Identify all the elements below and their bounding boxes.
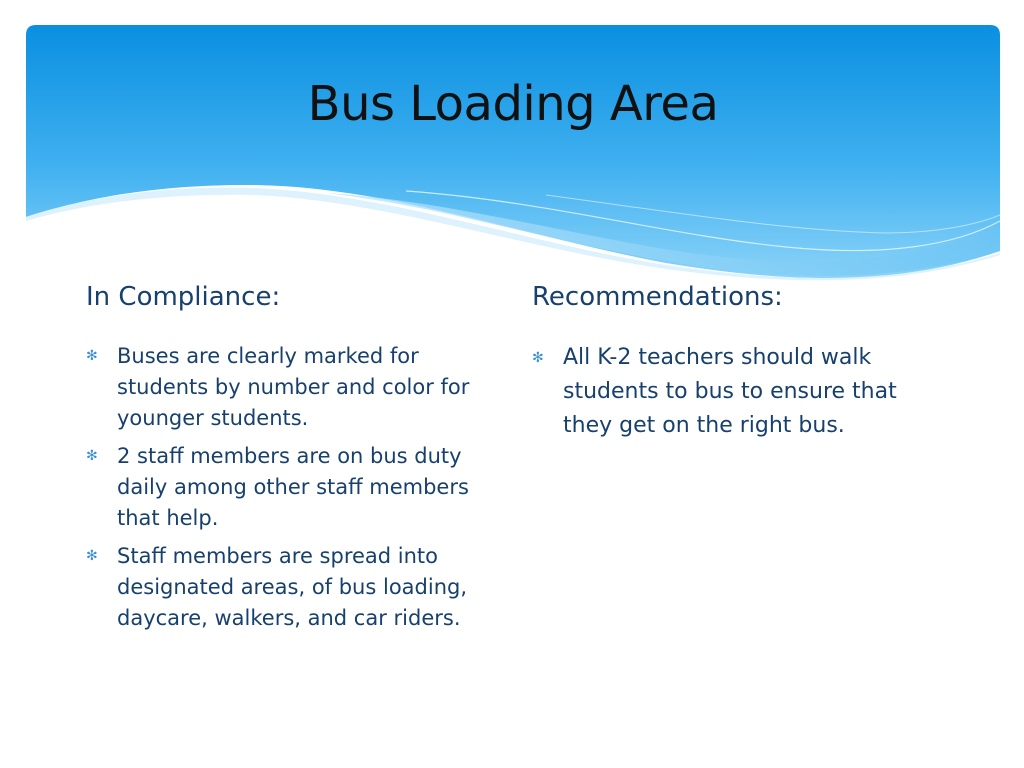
asterisk-icon: ✻ xyxy=(86,448,98,465)
wave-banner-graphic xyxy=(26,25,1000,287)
list-item xyxy=(86,441,496,534)
asterisk-icon: ✻ xyxy=(86,548,98,565)
header-banner xyxy=(26,25,1000,287)
asterisk-icon: ✻ xyxy=(86,348,98,365)
asterisk-icon: ✻ xyxy=(532,350,544,367)
slide-title: Bus Loading Area xyxy=(307,76,719,132)
compliance-heading: In Compliance: xyxy=(86,282,281,312)
recommendations-column xyxy=(532,282,952,450)
list-item xyxy=(532,341,952,443)
list-item xyxy=(86,541,496,634)
list-item-text: Staff members are spread into designated areas, of bus loading, daycare, walkers, and car riders. xyxy=(117,544,468,631)
compliance-column xyxy=(86,282,496,641)
list-item-text: All K-2 teachers should walk students to bus to ensure that they get on the right bus. xyxy=(563,345,897,439)
recommendations-heading: Recommendations: xyxy=(532,282,783,312)
recommendations-list xyxy=(532,341,952,443)
compliance-list xyxy=(86,341,496,634)
list-item-text: Buses are clearly marked for students by number and color for younger students. xyxy=(117,344,470,431)
list-item xyxy=(86,341,496,434)
list-item-text: 2 staff members are on bus duty daily among other staff members that help. xyxy=(117,444,469,531)
